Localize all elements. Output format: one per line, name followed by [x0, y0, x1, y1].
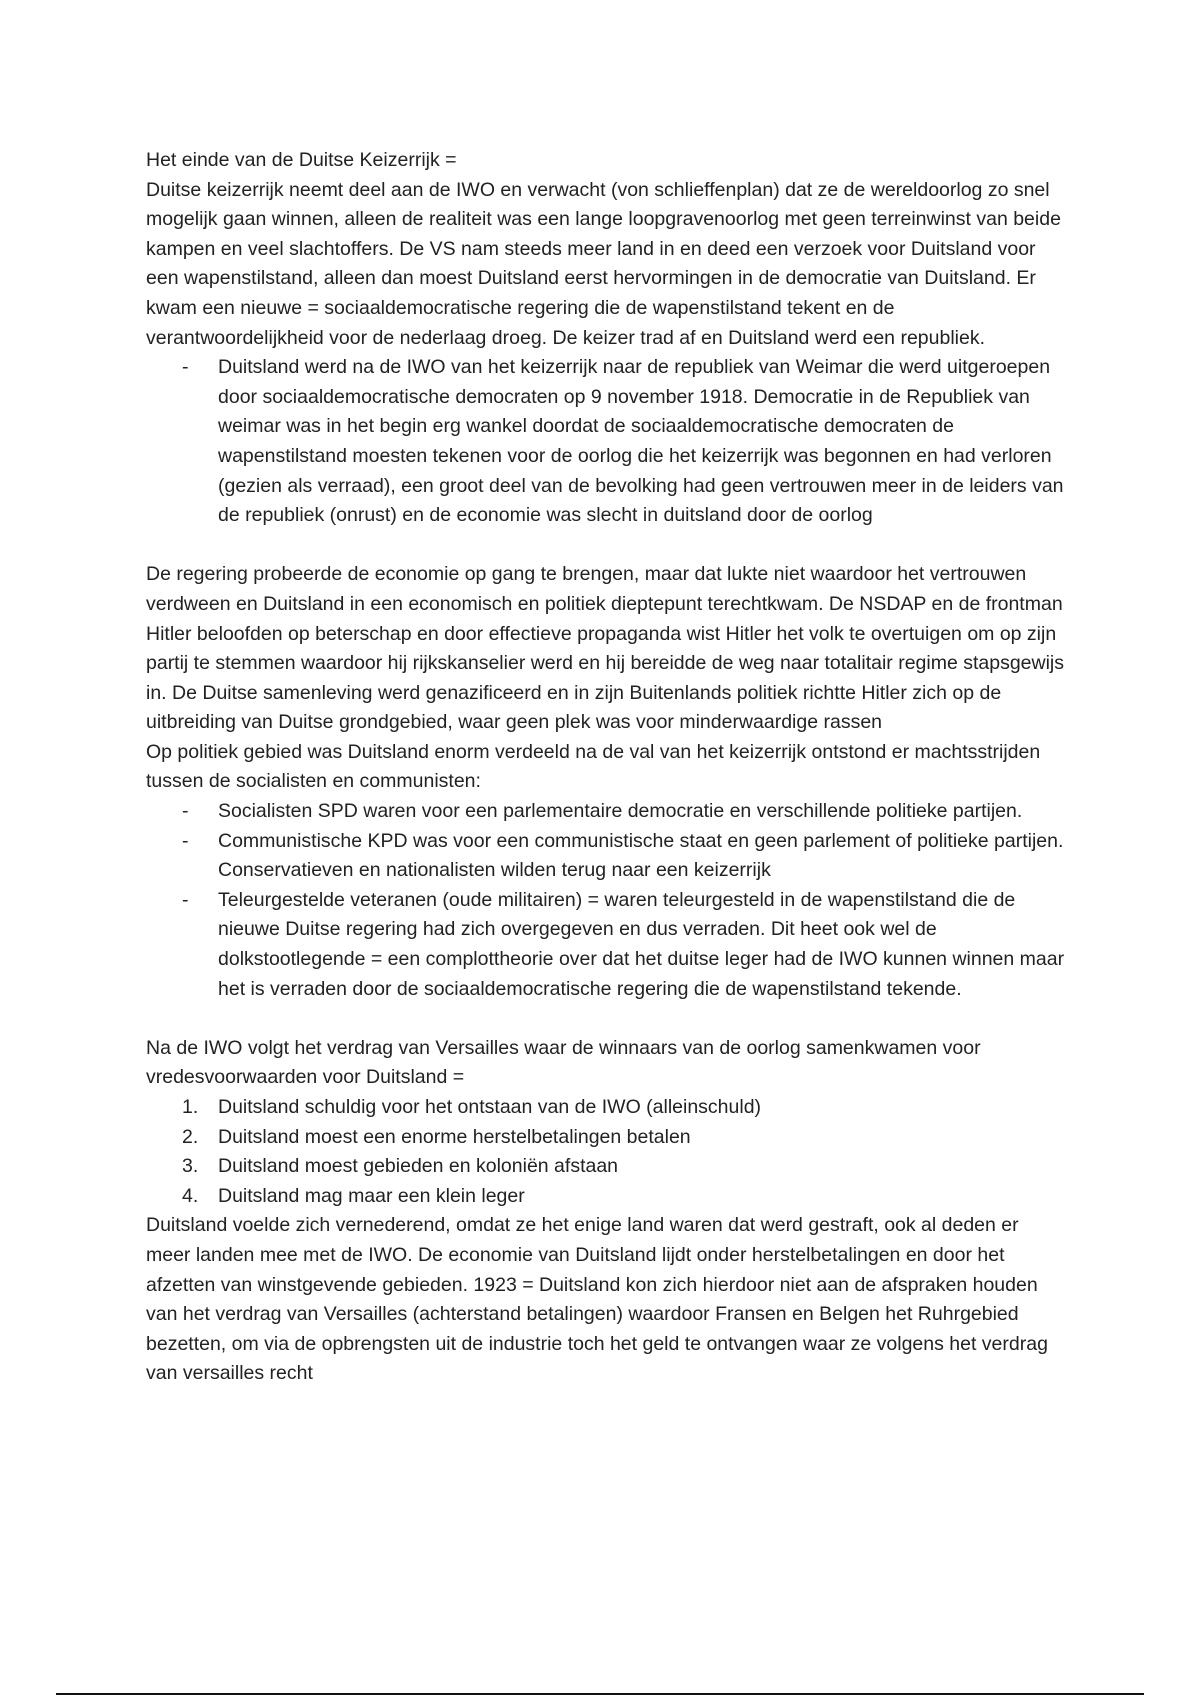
paragraph-versailles-intro: Na de IWO volgt het verdrag van Versailles waar de winnaars van de oorlog samenkwamen voor vredesvoorwaarden voor Duitsland =: [146, 1036, 981, 1089]
list-item: - Communistische KPD was voor een communistische staat en geen parlement of politieke partijen. Conservatieven en nationalisten wilden terug naar een keizerrijk: [146, 827, 1066, 886]
list-item: - Teleurgestelde veteranen (oude militairen) = waren teleurgesteld in de wapenstilstand die de nieuwe Duitse regering had zich overgegeven en dus verraden. Dit heet ook wel de dolkstootlegende = een complottheorie over dat het duitse leger had de IWO kunnen winnen maar het is verraden door de sociaaldemocratische regering die de wapenstilstand tekende.: [146, 886, 1066, 1004]
list-item: - Socialisten SPD waren voor een parlementaire democratie en verschillende politieke partijen.: [146, 797, 1066, 827]
list-item: [146, 1123, 1066, 1153]
section-heading-keizerrijk: Het einde van de Duitse Keizerrijk =: [146, 149, 457, 171]
document-page: [146, 146, 1066, 1389]
numbered-list-vredesvoorwaarden: [146, 1093, 1066, 1211]
list-item-text: Duitsland moest een enorme herstelbetalingen betalen: [218, 1125, 691, 1148]
paragraph-vernedering: Duitsland voelde zich vernederend, omdat ze het enige land waren dat werd gestraft, ook al deden er meer landen mee met de IWO. De economie van Duitsland lijdt onder herstelbetalingen en door het afzetten van winstgevende gebieden. 1923 = Duitsland kon zich hierdoor niet aan de afspraken houden van het verdrag van Versailles (achterstand betalingen) waardoor Fransen en Belgen het Ruhrgebied bezetten, om via de opbrengsten uit de industrie toch het geld te ontvangen waar ze volgens het verdrag van versailles recht: [146, 1214, 1048, 1385]
list-item: [146, 1182, 1066, 1212]
list-item-text: Duitsland moest gebieden en koloniën afstaan: [218, 1155, 619, 1178]
list-item: [146, 1152, 1066, 1182]
page-bottom-divider: [56, 1693, 1144, 1695]
list-number: 3.: [182, 1155, 199, 1178]
bullet-list-weimar: [146, 353, 1066, 531]
bullet-list-partijen: [146, 797, 1066, 1004]
list-item: - Duitsland werd na de IWO van het keizerrijk naar de republiek van Weimar die werd uitgeroepen door sociaaldemocratische democraten op 9 november 1918. Democratie in de Republiek van weimar was in het begin erg wankel doordat de sociaaldemocratische democraten de wapenstilstand moesten tekenen voor de oorlog die het keizerrijk was begonnen en had verloren (gezien als verraad), een groot deel van de bevolking had geen vertrouwen meer in de leiders van de republiek (onrust) en de economie was slecht in duitsland door de oorlog: [146, 353, 1066, 531]
list-item-text: Duitsland schuldig voor het ontstaan van de IWO (alleinschuld): [218, 1096, 762, 1118]
list-number: 2.: [182, 1125, 199, 1148]
paragraph-keizerrijk: Duitse keizerrijk neemt deel aan de IWO en verwacht (von schlieffenplan) dat ze de wereldoorlog zo snel mogelijk gaan winnen, alleen de realiteit was een lange loopgravenoorlog met geen terreinwinst van beide kampen en veel slachtoffers. De VS nam steeds meer land in en deed een verzoek voor Duitsland voor een wapenstilstand, alleen dan moest Duitsland eerst hervormingen in de democratie van Duitsland. Er kwam een nieuwe = sociaaldemocratische regering die de wapenstilstand tekent en de verantwoordelijkheid voor de nederlaag droeg. De keizer trad af en Duitsland werd een republiek.: [146, 178, 1061, 349]
paragraph-regering-economie: De regering probeerde de economie op gang te brengen, maar dat lukte niet waardoor het vertrouwen verdween en Duitsland in een economisch en politiek dieptepunt terechtkwam. De NSDAP en de frontman Hitler beloofden op beterschap en door effectieve propaganda wist Hitler het volk te overtuigen om op zijn partij te stemmen waardoor hij rijkskanselier werd en hij bereidde de weg naar totalitair regime stapsgewijs in. De Duitse samenleving werd genazificeerd en in zijn Buitenlands politiek richtte Hitler zich op de uitbreiding van Duitse grondgebied, waar geen plek was voor minderwaardige rassen: [146, 563, 1065, 734]
list-item: [146, 1093, 1066, 1123]
list-item-text: Duitsland mag maar een klein leger: [218, 1184, 525, 1207]
paragraph-spacer: [146, 531, 1066, 561]
paragraph-spacer: [146, 1004, 1066, 1034]
list-number: 4.: [182, 1184, 199, 1207]
paragraph-politiek-verdeeld: Op politiek gebied was Duitsland enorm verdeeld na de val van het keizerrijk ontstond er machtsstrijden tussen de socialisten en communisten:: [146, 740, 1041, 793]
list-number: 1.: [182, 1096, 199, 1118]
